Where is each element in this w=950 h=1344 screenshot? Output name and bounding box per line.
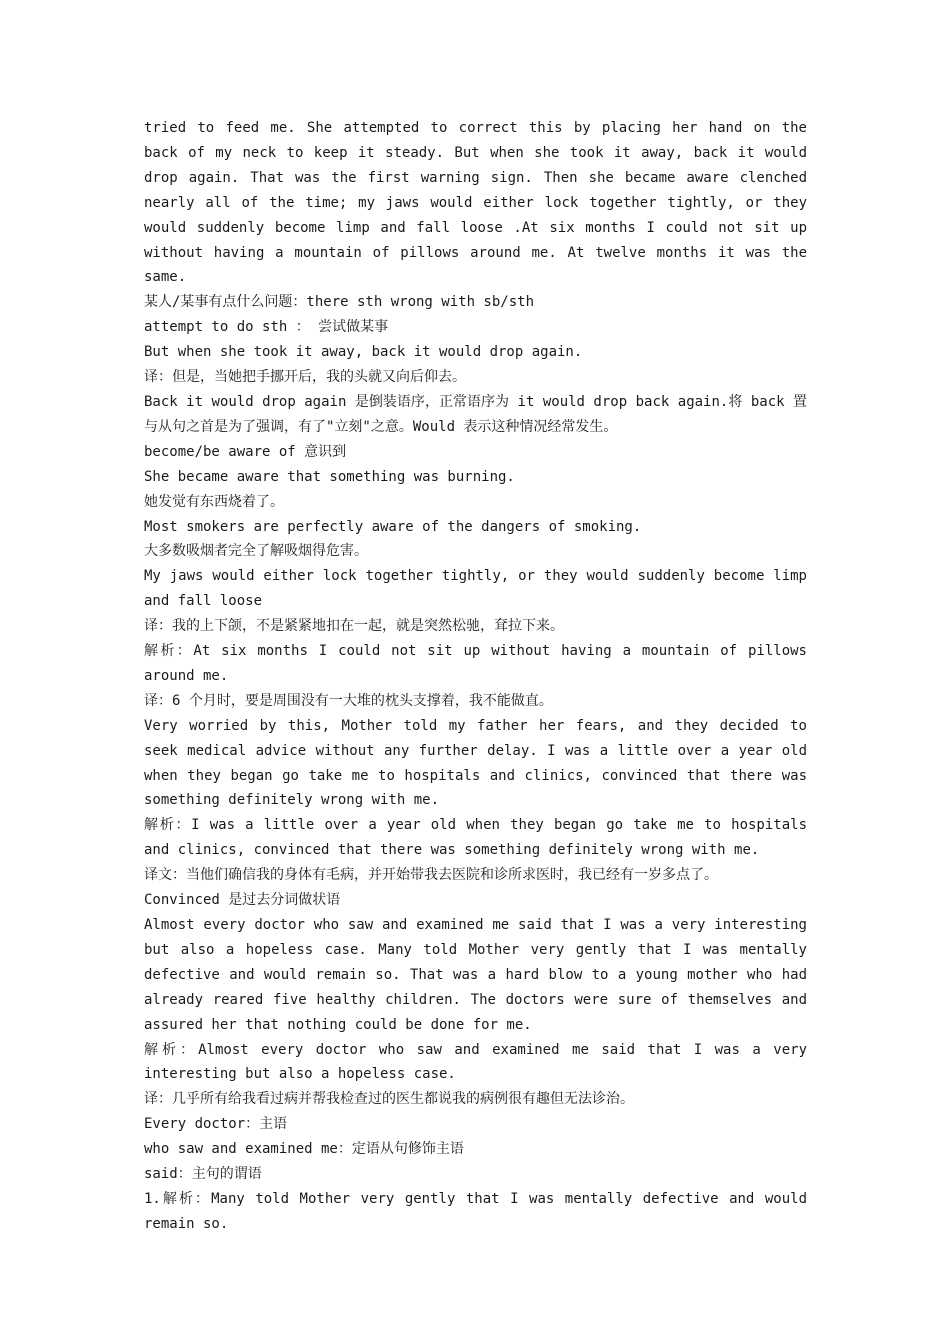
translation-line: 译：但是，当她把手挪开后，我的头就又向后仰去。	[144, 369, 466, 386]
phrase-note-aware: become/be aware of 意识到	[144, 443, 347, 460]
grammar-explanation: Back it would drop again 是倒装语序，正常语序为 it would drop back again.将 back 置与从句之首是为了强调，有了"立刻"之意。Would 表示这种情况经常发生。	[144, 393, 807, 435]
translation-line: 大多数吸烟者完全了解吸烟得危害。	[144, 543, 368, 560]
phrase-note-attempt: attempt to do sth ： 尝试做某事	[144, 319, 389, 336]
translation-line: 译：我的上下颌，不是紧紧地扣在一起，就是突然松驰，耷拉下来。	[144, 618, 564, 635]
example-sentence: Most smokers are perfectly aware of the dangers of smoking.	[144, 518, 642, 535]
translation-line: 译文：当他们确信我的身体有毛病，并开始带我去医院和诊所求医时，我已经有一岁多点了。	[144, 867, 718, 884]
translation-line: 译：6 个月时，要是周围没有一大堆的枕头支撑着，我不能做直。	[144, 692, 553, 709]
passage-paragraph-1: tried to feed me. She attempted to correct this by placing her hand on the back of my neck to keep it steady. But when she took it away, back it would drop again. That was the first warning sign. Then she became aware clenched nearly all of the time; my jaws would either lock together tightly, or they would suddenly become limp and fall loose .At six months I could not sit up without having a mountain of pillows around me. At twelve months it was the same.	[144, 120, 807, 286]
example-sentence: My jaws would either lock together tightly, or they would suddenly become limp and fall loose	[144, 568, 807, 610]
passage-paragraph-2: Very worried by this, Mother told my father her fears, and they decided to seek medical advice without any further delay. I was a little over a year old when they began go take me to hospitals and clinics, convinced that there was something definitely wrong with me.	[144, 717, 807, 809]
grammar-note-subject: Every doctor：主语	[144, 1116, 288, 1133]
passage-paragraph-3: Almost every doctor who saw and examined me said that I was a very interesting but also a hopeless case. Many told Mother very gently that I was mentally defective and would remain so. That was a hard blow to a young mother who had already reared five healthy children. The doctors were sure of themselves and assured her that nothing could be done for me.	[144, 917, 807, 1033]
grammar-explanation: Convinced 是过去分词做状语	[144, 892, 341, 909]
analysis-line: 1.解析：Many told Mother very gently that I was mentally defective and would remain so.	[144, 1190, 807, 1232]
example-sentence: But when she took it away, back it would drop again.	[144, 344, 583, 361]
translation-line: 译：几乎所有给我看过病并帮我检查过的医生都说我的病例很有趣但无法诊治。	[144, 1091, 634, 1108]
analysis-line: 解析：At six months I could not sit up without having a mountain of pillows around me.	[144, 643, 807, 684]
phrase-note-wrong-with: 某人/某事有点什么问题：there sth wrong with sb/sth	[144, 294, 535, 311]
translation-line: 她发觉有东西烧着了。	[144, 493, 284, 510]
grammar-note-clause: who saw and examined me：定语从句修饰主语	[144, 1141, 464, 1158]
grammar-note-predicate: said：主句的谓语	[144, 1166, 262, 1183]
document-body	[144, 116, 807, 1237]
analysis-line: 解析：Almost every doctor who saw and examined me said that I was a very interesting but also a hopeless case.	[144, 1041, 807, 1083]
analysis-line: 解析：I was a little over a year old when they began go take me to hospitals and clinics, convinced that there was something definitely wrong with me.	[144, 817, 807, 859]
example-sentence: She became aware that something was burning.	[144, 468, 515, 485]
